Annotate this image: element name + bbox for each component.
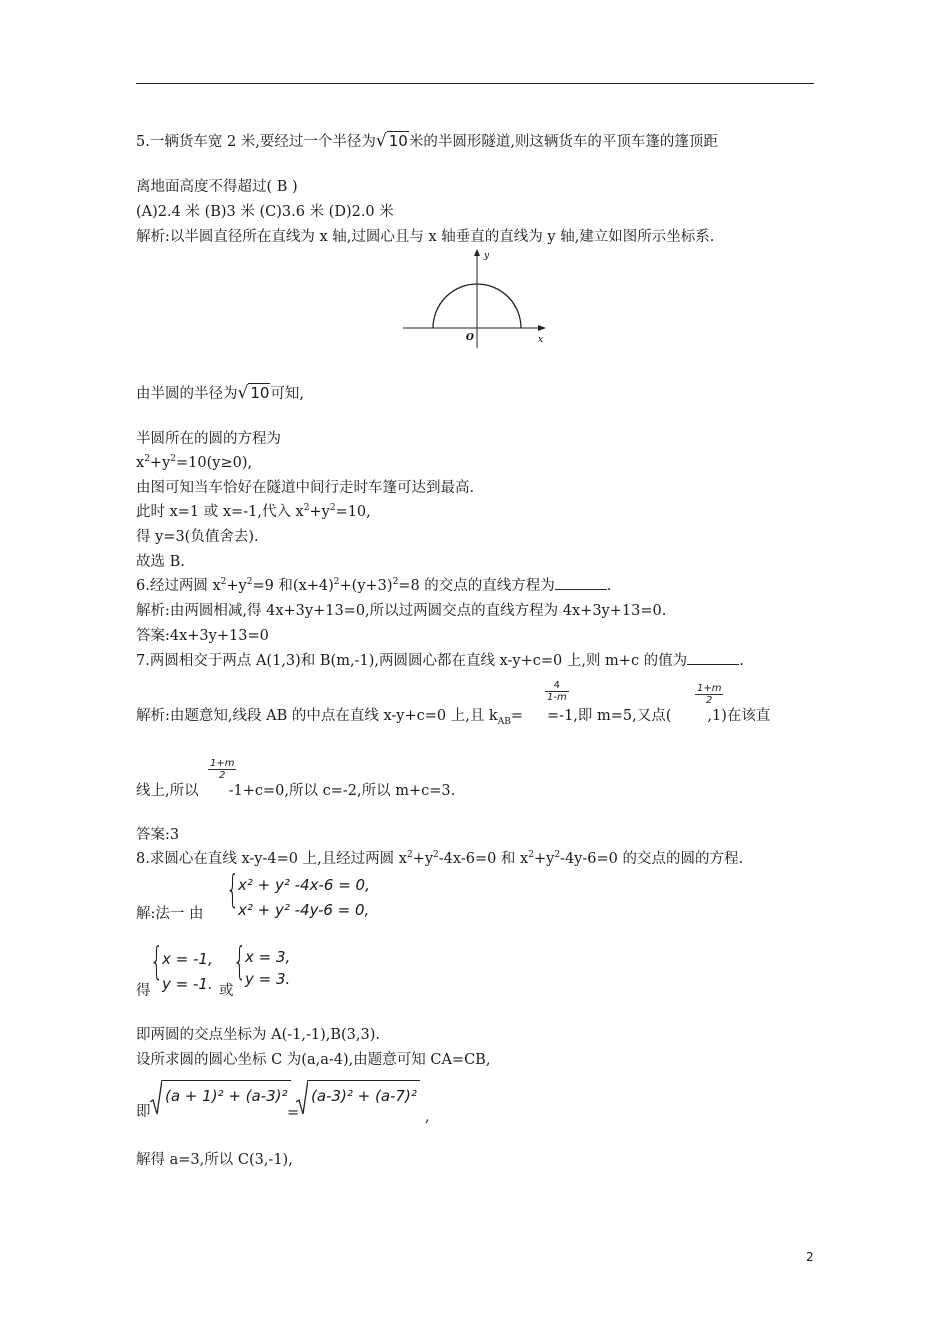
q5-line2: 离地面高度不得超过( B ) xyxy=(136,179,298,195)
q8-intersect: 即两圆的交点坐标为 A(-1,-1),B(3,3). xyxy=(136,1027,380,1043)
fraction-1pm-over-2-b: $\frac{1+m}{2}$ xyxy=(210,758,235,781)
page-number: 2 xyxy=(806,1250,814,1264)
q8-get: 得 xyxy=(136,983,151,999)
q5-analysis: 解析:以半圆直径所在直线为 x 轴,过圆心且与 x 轴垂直的直线为 y 轴,建立如图所示坐标系. xyxy=(136,229,715,245)
sqrt-10-b: √ 10 xyxy=(237,383,270,403)
q5-options: (A)2.4 米 (B)3 米 (C)3.6 米 (D)2.0 米 xyxy=(136,204,394,220)
q8-solve: 解得 a=3,所以 C(3,-1), xyxy=(136,1152,293,1168)
q5-mid: 由图可知当车恰好在隧道中间行走时车篷可达到最高. xyxy=(136,480,475,496)
q8-comma: , xyxy=(425,1109,430,1125)
answer-blank xyxy=(555,577,607,590)
q5-choose: 故选 B. xyxy=(136,554,185,570)
q6-question: 6.经过两圆 $x^2+y^2=9$ 和$(x+4)^2+(y+3)^2=8$ 的交点的直线方程为 . xyxy=(136,577,612,594)
q7-question: 7.两圆相交于两点 A(1,3)和 B(m,-1),两圆圆心都在直线 x-y+c=0 上,则 m+c 的值为 . xyxy=(136,653,744,669)
q7-answer: 答案:3 xyxy=(136,827,180,843)
q5-line1: 5.一辆货车宽 2 米,要经过一个半径为√ 10米的半圆形隧道,则这辆货车的平顶车篷的篷顶距 xyxy=(136,131,718,151)
q8-question: 8.求圆心在直线 x-y-4=0 上,且经过两圆 $x^2+y^2-4x-6=0$ 和 $x^2+y^2-4y-6=0$ 的交点的圆的方程. xyxy=(136,850,744,867)
q8-or: 或 xyxy=(219,983,234,999)
q7-line2: 线上,所以 -1+c=0,所以 c=-2,所以 m+c=3. xyxy=(136,783,456,799)
q6-analysis: 解析:由两圆相减,得 4x+3y+13=0,所以过两圆交点的直线方程为 4x+3y+13=0. xyxy=(136,603,667,619)
q5-eq-title: 半圆所在的圆的方程为 xyxy=(136,431,281,447)
sqrt-expression-1: (a + 1)² + (a-3)² xyxy=(150,1076,290,1120)
q7-analysis: 解析:由题意知,线段 AB 的中点在直线 x-y+c=0 上,且 $k_{AB}= =-1$,即 m=5,又点( ,1)在该直 xyxy=(136,708,771,727)
sqrt-expression-2: (a-3)² + (a-7)² xyxy=(296,1076,426,1120)
system-equations-2: { x = -1, y = -1. xyxy=(150,939,213,993)
semicircle-figure xyxy=(400,246,552,352)
q5-radius-line: 由半圆的半径为√ 10可知, xyxy=(136,383,305,403)
q6-answer: 答案:4x+3y+13=0 xyxy=(136,628,269,644)
q8-eq-sign: = xyxy=(287,1105,300,1121)
fraction-4-over-1-m: $\frac{4}{1-m}$ xyxy=(547,680,567,703)
q5-sub: 此时 x=1 或 x=-1,代入 $x^2+y^2=10$, xyxy=(136,503,371,520)
q5-get: 得 y=3(负值舍去). xyxy=(136,529,259,545)
origin-label: O xyxy=(466,333,474,343)
system-equations-1: { x² + y² -4x-6 = 0, x² + y² -4y-6 = 0, xyxy=(226,867,370,919)
x-axis-label: x xyxy=(538,335,544,345)
fraction-1pm-over-2: $\frac{1+m}{2}$ xyxy=(697,683,722,706)
q8-sol-label: 解:法一 由 xyxy=(136,906,204,922)
system-equations-3: { x = 3, y = 3. xyxy=(233,939,291,988)
q5-eq: $x^2+y^2=10(y\ge 0)$, xyxy=(136,454,253,471)
answer-blank-7 xyxy=(687,652,739,665)
q8-ji: 即 xyxy=(136,1104,151,1120)
q8-center: 设所求圆的圆心坐标 C 为(a,a-4),由题意可知 CA=CB, xyxy=(136,1052,491,1068)
sqrt-10: √ 10 xyxy=(375,131,408,151)
header-rule xyxy=(136,83,814,84)
y-axis-label: y xyxy=(484,251,490,261)
